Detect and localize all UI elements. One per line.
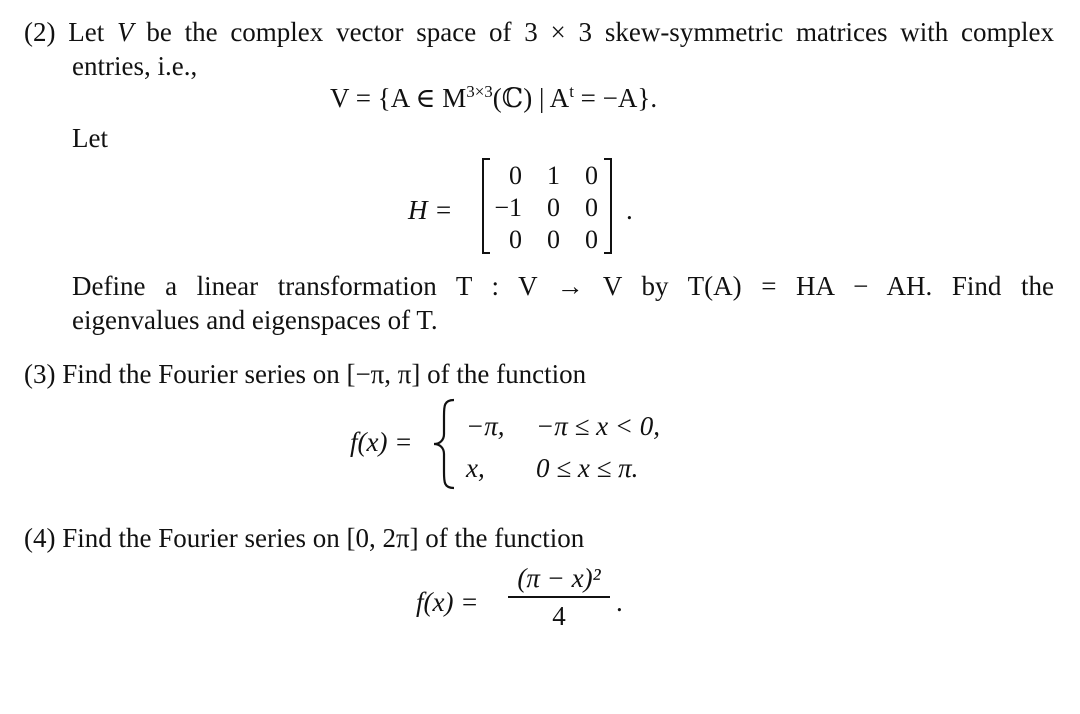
- piecewise-case-1-condition: −π ≤ x < 0,: [536, 411, 661, 441]
- set-definition-superscript: 3×3: [466, 82, 493, 101]
- problem-2-intro-b: be the complex vector space of 3 × 3 skew-symmetric matrices with complex: [146, 17, 1055, 47]
- piecewise-brace-icon: [430, 398, 458, 490]
- problem-2-define-line-1: Define a linear transformation T : V → V by T(A) = HA − AH. Find the: [72, 271, 1054, 301]
- problem-3-text: Find the Fourier series on [−π, π] of the function: [62, 359, 587, 389]
- problem-4-statement: [24, 522, 584, 554]
- matrix-lhs: H =: [408, 195, 453, 225]
- problem-3-function-lhs: f(x) =: [350, 427, 413, 457]
- fraction-bar: [508, 596, 610, 598]
- problem-3-statement: [24, 358, 586, 390]
- problem-2-define-line-2: eigenvalues and eigenspaces of T.: [72, 305, 438, 335]
- fraction-denominator: 4: [552, 600, 566, 631]
- matrix-cell: 0: [585, 225, 598, 254]
- problem-4-period: .: [616, 587, 623, 617]
- matrix-cell: 1: [547, 161, 560, 190]
- set-definition-rest: (ℂ) | A: [492, 83, 570, 113]
- problem-4-function-lhs: f(x) =: [416, 587, 479, 617]
- piecewise-case-2-condition: 0 ≤ x ≤ π.: [536, 453, 639, 483]
- problem-2-intro-var: V: [117, 17, 134, 47]
- matrix-right-bracket: [604, 158, 612, 254]
- set-definition-equation: [330, 82, 657, 114]
- problem-2-statement-line-2: entries, i.e.,: [72, 51, 198, 81]
- matrix-cell: 0: [547, 225, 560, 254]
- piecewise-case-1-value: −π,: [466, 411, 505, 441]
- matrix-cell: 0: [547, 193, 560, 222]
- transpose-superscript: t: [569, 82, 574, 101]
- fraction-numerator: (π − x)²: [517, 563, 601, 593]
- matrix-cell: 0: [585, 193, 598, 222]
- matrix-cell: −1: [494, 193, 522, 222]
- matrix-cell: 0: [585, 161, 598, 190]
- piecewise-case-2-value: x,: [466, 453, 485, 483]
- problem-4-text: Find the Fourier series on [0, 2π] of the function: [62, 523, 585, 553]
- problem-4-fraction: [508, 562, 610, 632]
- set-definition-main: V = {A ∈ M: [330, 83, 467, 113]
- set-definition-end: = −A}.: [573, 83, 658, 113]
- problem-2-statement-line-1: [24, 16, 1054, 48]
- let-label: Let: [72, 123, 108, 153]
- matrix-h: [482, 158, 612, 254]
- matrix-cell: 0: [509, 225, 522, 254]
- matrix-period: .: [626, 195, 633, 225]
- matrix-cell: 0: [509, 161, 522, 190]
- problem-3-number: (3): [24, 359, 56, 389]
- problem-2-number: (2): [24, 17, 56, 47]
- problem-2-intro-a: Let: [68, 17, 105, 47]
- problem-4-number: (4): [24, 523, 56, 553]
